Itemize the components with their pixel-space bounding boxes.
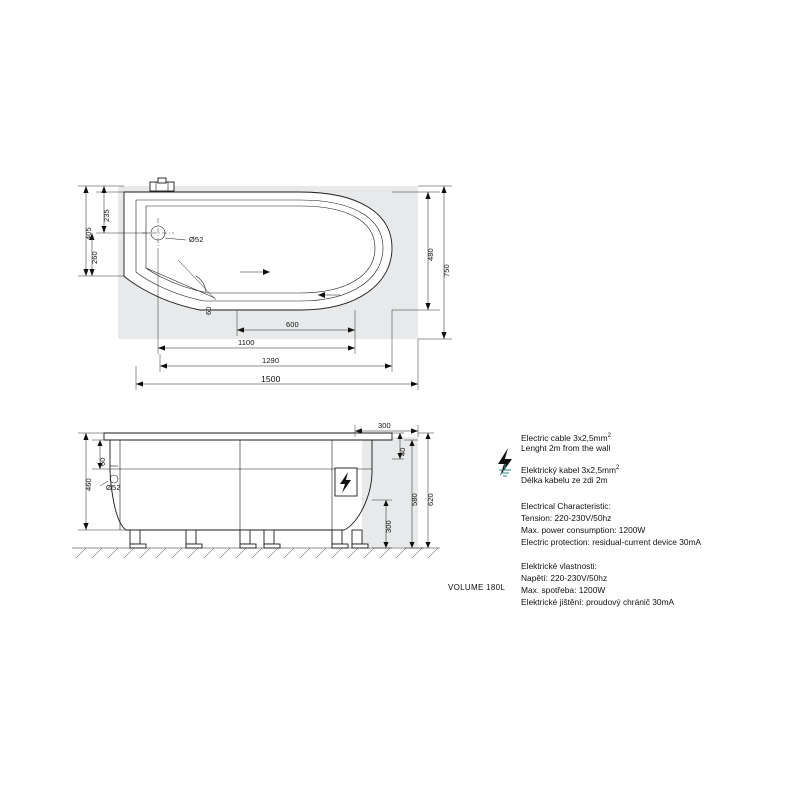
note-cable-cz-line2: Délka kabelu ze zdi 2m — [521, 475, 608, 485]
note-en-title: Electrical Characteristic: — [521, 501, 611, 511]
note-cable-en-line1-text: Electric cable 3x2,5mm — [521, 432, 608, 443]
dim-600-text: 600 — [286, 320, 299, 329]
section-view — [72, 425, 440, 558]
dim-40-text: 40 — [398, 447, 407, 456]
plan-tub-outline — [124, 192, 392, 310]
lightning-icon — [498, 448, 512, 476]
note-cable-cz-sup1: 2 — [615, 465, 620, 471]
section-drain — [110, 475, 118, 483]
note-cable-en-sup1: 2 — [607, 433, 611, 439]
section-drain-diameter-text: Ø52 — [106, 483, 121, 492]
note-cz-title: Elektrické vlastnosti: — [521, 561, 597, 571]
dim-260-text: 260 — [90, 251, 99, 264]
section-top-rim — [104, 433, 392, 440]
dim-460-text: 460 — [84, 478, 93, 491]
dim-580-text: 580 — [410, 493, 419, 506]
section-legs — [130, 530, 368, 548]
dim-1100-text: 1100 — [238, 338, 255, 347]
dim-480-text: 480 — [426, 248, 435, 261]
note-icons — [498, 448, 512, 476]
note-en-line2: Max. power consumption: 1200W — [521, 525, 646, 535]
dim-1290-text: 1290 — [262, 356, 280, 365]
dim-1500-text: 1500 — [261, 374, 281, 384]
note-cable-en-line2: Lenght 2m from the wall — [521, 443, 611, 453]
dim-60-text: 60 — [98, 457, 107, 466]
section-floor-hatch — [76, 548, 438, 558]
dim-60-angle-text: 60 — [204, 306, 213, 315]
dim-750-text: 750 — [442, 264, 451, 277]
dim-405-text: 405 — [84, 227, 93, 240]
volume-label: VOLUME 180L — [448, 583, 506, 592]
dim-300-bottom-text: 300 — [384, 520, 393, 533]
note-cz-line1: Napětí: 220-230V/50hz — [521, 573, 608, 583]
plan-faucet-spout — [158, 178, 166, 183]
note-cz-line3: Elektrické jištění: proudový chránič 30mA — [521, 597, 675, 607]
note-cz-line2: Max. spotřeba: 1200W — [521, 585, 606, 595]
note-en-line1: Tension: 220-230V/50hz — [521, 513, 612, 523]
note-cable-cz-line1-text: Elektrický kabel 3x2,5mm — [521, 464, 616, 475]
dim-620-text: 620 — [426, 493, 435, 506]
dim-235-text: 235 — [102, 209, 111, 222]
section-body-outline — [110, 440, 372, 530]
note-en-line3: Electric protection: residual-current device 30mA — [521, 537, 702, 547]
plan-drain-diameter-text: Ø52 — [189, 235, 204, 244]
dim-300-top-text: 300 — [378, 421, 391, 430]
